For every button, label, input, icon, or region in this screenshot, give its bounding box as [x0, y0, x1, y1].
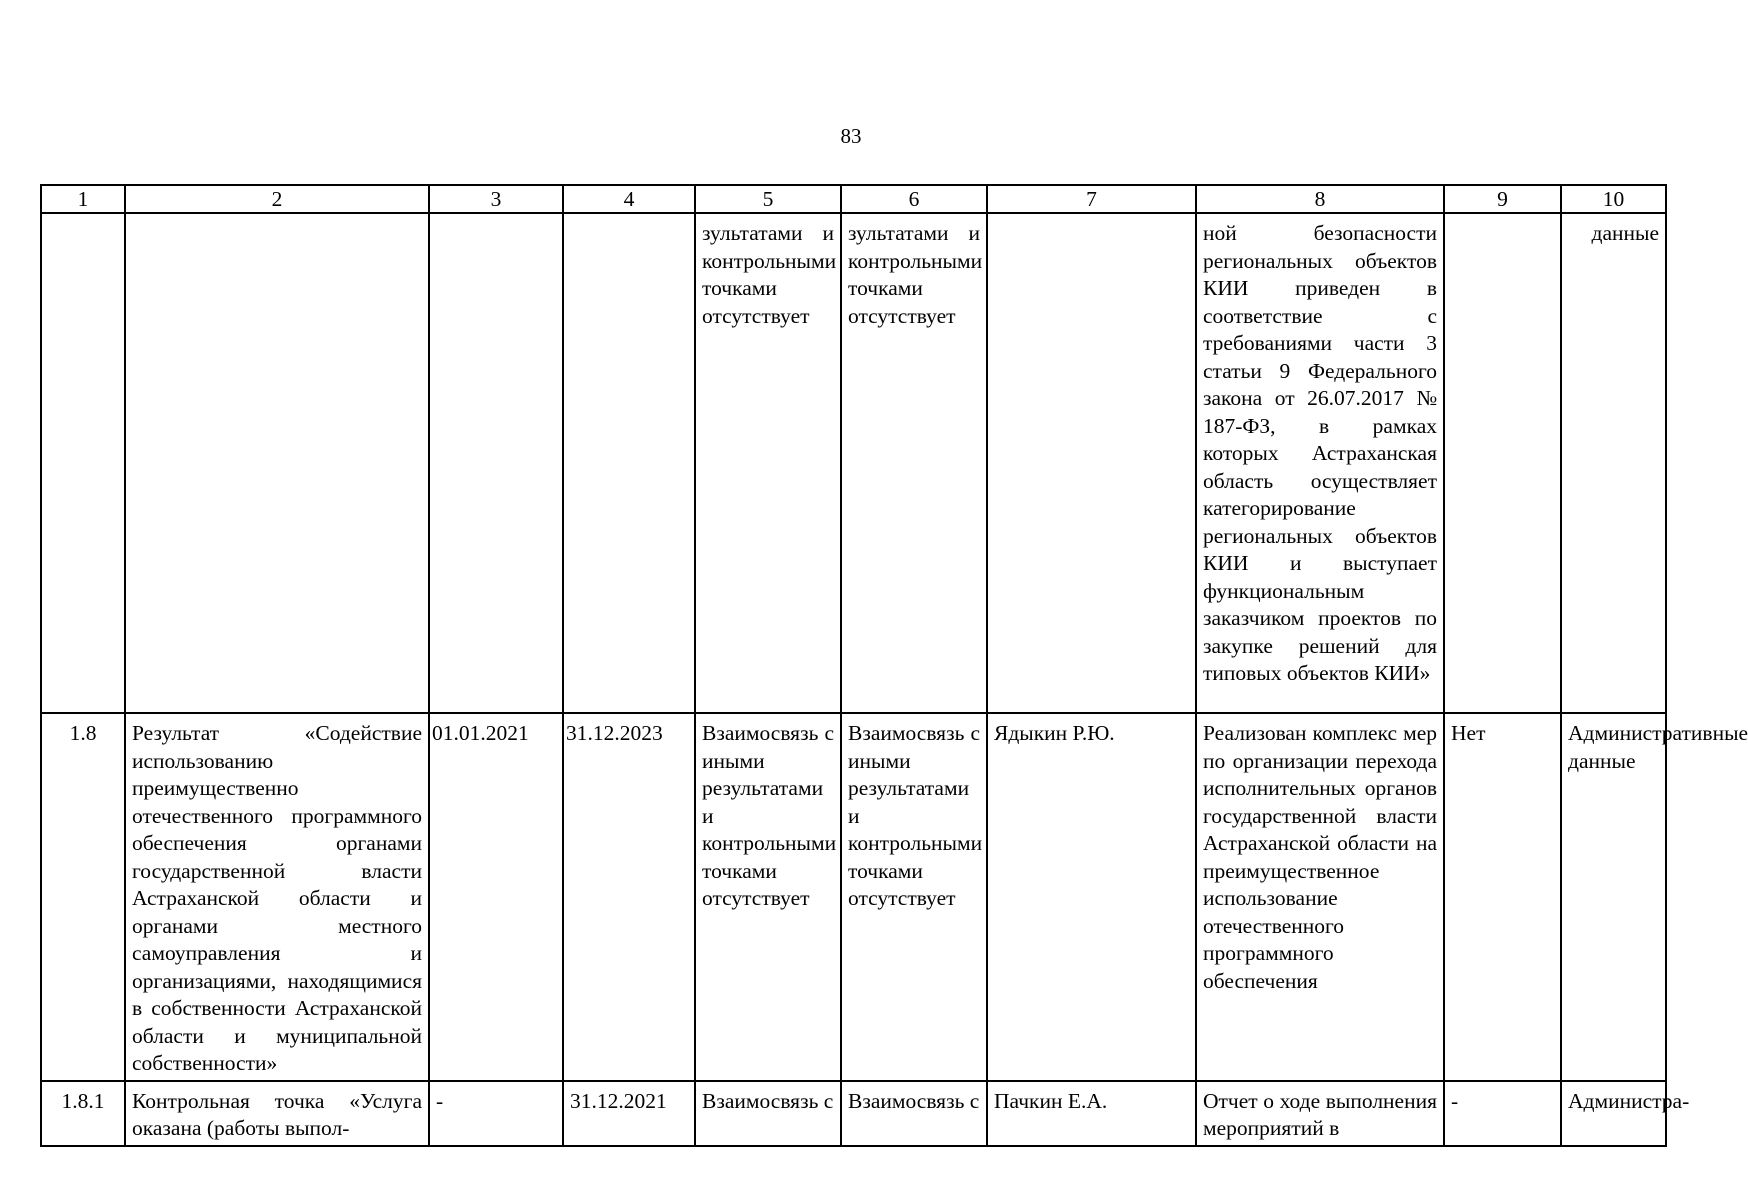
cell-check-status: -	[1444, 1081, 1561, 1146]
cell-start-date: 01.01.2021	[429, 713, 563, 1081]
cell-data-source: данные	[1561, 213, 1666, 713]
cell-data-source: Административные данные	[1561, 713, 1666, 1081]
column-header-4: 4	[563, 185, 695, 213]
column-header-2: 2	[125, 185, 429, 213]
column-header-6: 6	[841, 185, 987, 213]
cell-name	[125, 213, 429, 713]
cell-end-date: 31.12.2023	[563, 713, 695, 1081]
cell-number: 1.8.1	[41, 1081, 125, 1146]
cell-end-date	[563, 213, 695, 713]
cell-prev-link: Взаимосвязь с иными результатами и контрольными точками отсутствует	[695, 713, 841, 1081]
cell-number	[41, 213, 125, 713]
cell-end-date: 31.12.2021	[563, 1081, 695, 1146]
cell-name: Контрольная точка «Услуга оказана (работы выпол-	[125, 1081, 429, 1146]
cell-responsible: Пачкин Е.А.	[987, 1081, 1196, 1146]
data-table	[40, 184, 1748, 1147]
column-header-9: 9	[1444, 185, 1561, 213]
cell-result-description: ной безопасности региональных объектов КИИ приведен в соответствие с требованиями части 3 статьи 9 Федерального закона от 26.07.2017 № 187-ФЗ, в рамках которых Астраханская область осуществляет категорирование региональных объектов КИИ и выступает функциональным заказчиком проектов по закупке решений для типовых объектов КИИ»	[1196, 213, 1444, 713]
header-row	[41, 185, 1666, 213]
cell-next-link: Взаимосвязь с иными результатами и контрольными точками отсутствует	[841, 713, 987, 1081]
column-header-7: 7	[987, 185, 1196, 213]
table-row	[41, 713, 1666, 1081]
column-header-1: 1	[41, 185, 125, 213]
cell-next-link: зультатами и контрольными точками отсутствует	[841, 213, 987, 713]
cell-result-description: Отчет о ходе выполнения мероприятий в	[1196, 1081, 1444, 1146]
cell-check-status	[1444, 213, 1561, 713]
cell-start-date	[429, 213, 563, 713]
page-number: 83	[840, 124, 862, 148]
cell-responsible: Ядыкин Р.Ю.	[987, 713, 1196, 1081]
cell-start-date: -	[429, 1081, 563, 1146]
cell-number: 1.8	[41, 713, 125, 1081]
cell-prev-link: Взаимосвязь с	[695, 1081, 841, 1146]
column-header-3: 3	[429, 185, 563, 213]
cell-result-description: Реализован комплекс мер по организации перехода исполнительных органов государственной власти Астраханской области на преимущественное использование отечественного программного обеспечения	[1196, 713, 1444, 1081]
column-header-8: 8	[1196, 185, 1444, 213]
cell-next-link: Взаимосвязь с	[841, 1081, 987, 1146]
cell-check-status: Нет	[1444, 713, 1561, 1081]
cell-name: Результат «Содействие использованию преимущественно отечественного программного обеспечения органами государственной власти Астраханской области и органами местного самоуправления и организациями, находящимися в собственности Астраханской области и муниципальной собственности»	[125, 713, 429, 1081]
column-header-5: 5	[695, 185, 841, 213]
column-header-10: 10	[1561, 185, 1666, 213]
table-row	[41, 1081, 1666, 1146]
cell-data-source: Администра-	[1561, 1081, 1666, 1146]
cell-prev-link: зультатами и контрольными точками отсутствует	[695, 213, 841, 713]
table-row	[41, 213, 1666, 713]
cell-responsible	[987, 213, 1196, 713]
